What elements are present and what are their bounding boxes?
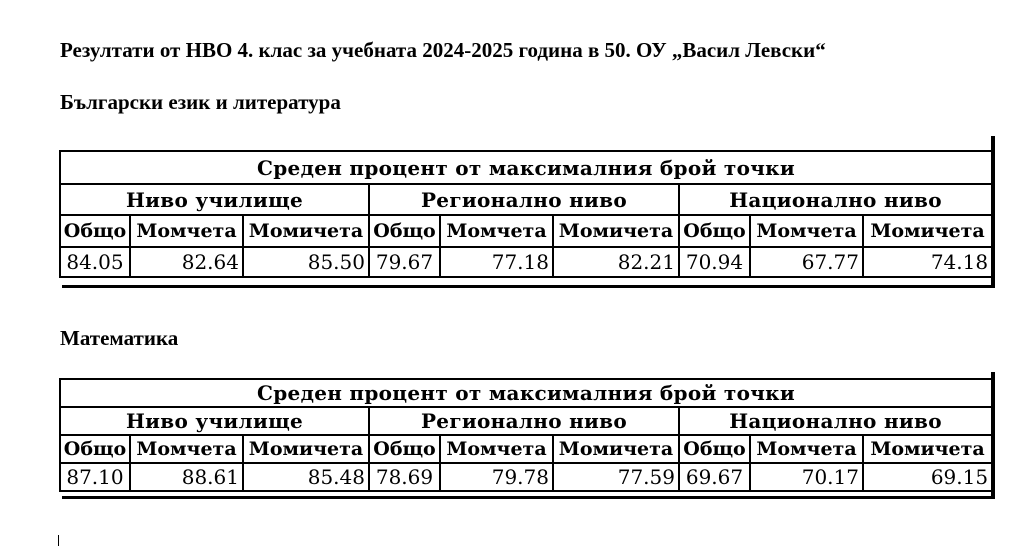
group-header-regional: Регионално ниво [369,184,679,215]
value-school-boys: 82.64 [130,247,243,277]
value-national-boys: 70.17 [750,463,863,491]
subheader-regional-girls: Момичета [553,215,679,247]
subheader-national-girls: Момичета [863,215,992,247]
table-row [60,463,992,491]
table-main-header: Среден процент от максималния брой точки [60,151,992,184]
subheader-school-total: Общо [60,215,130,247]
subheader-regional-girls: Момичета [553,435,679,463]
subheader-regional-total: Общо [369,215,440,247]
value-national-boys: 67.77 [750,247,863,277]
subheader-national-boys: Момчета [750,215,863,247]
value-national-total: 69.67 [679,463,750,491]
group-header-national: Национално ниво [679,184,992,215]
table-row [60,247,992,277]
group-header-school: Ниво училище [60,184,369,215]
subheader-regional-total: Общо [369,435,440,463]
value-regional-girls: 77.59 [553,463,679,491]
value-regional-total: 78.69 [369,463,440,491]
value-national-total: 70.94 [679,247,750,277]
subheader-national-girls: Момичета [863,435,992,463]
table-shadow [62,496,995,499]
table-shadow [62,285,995,288]
value-school-boys: 88.61 [130,463,243,491]
value-regional-total: 79.67 [369,247,440,277]
value-regional-girls: 82.21 [553,247,679,277]
group-header-school: Ниво училище [60,407,369,435]
value-school-total: 84.05 [60,247,130,277]
value-national-girls: 74.18 [863,247,992,277]
subheader-school-girls: Момичета [243,215,369,247]
value-regional-boys: 77.18 [440,247,553,277]
group-header-regional: Регионално ниво [369,407,679,435]
subheader-regional-boys: Момчета [440,435,553,463]
subheader-school-boys: Момчета [130,435,243,463]
results-table-math [59,378,993,492]
text-cursor [58,535,59,546]
subheader-national-total: Общо [679,215,750,247]
section-heading-bulgarian: Български език и литература [60,90,341,114]
value-school-total: 87.10 [60,463,130,491]
subheader-school-boys: Момчета [130,215,243,247]
subheader-school-total: Общо [60,435,130,463]
value-regional-boys: 79.78 [440,463,553,491]
value-school-girls: 85.50 [243,247,369,277]
subheader-national-boys: Момчета [750,435,863,463]
value-school-girls: 85.48 [243,463,369,491]
subheader-regional-boys: Момчета [440,215,553,247]
section-heading-math: Математика [60,326,179,350]
group-header-national: Национално ниво [679,407,992,435]
table-main-header: Среден процент от максималния брой точки [60,379,992,407]
results-table-bulgarian [59,150,993,278]
subheader-school-girls: Момичета [243,435,369,463]
document-title: Резултати от НВО 4. клас за учебната 2024-2025 година в 50. ОУ „Васил Левски“ [60,38,826,62]
subheader-national-total: Общо [679,435,750,463]
value-national-girls: 69.15 [863,463,992,491]
